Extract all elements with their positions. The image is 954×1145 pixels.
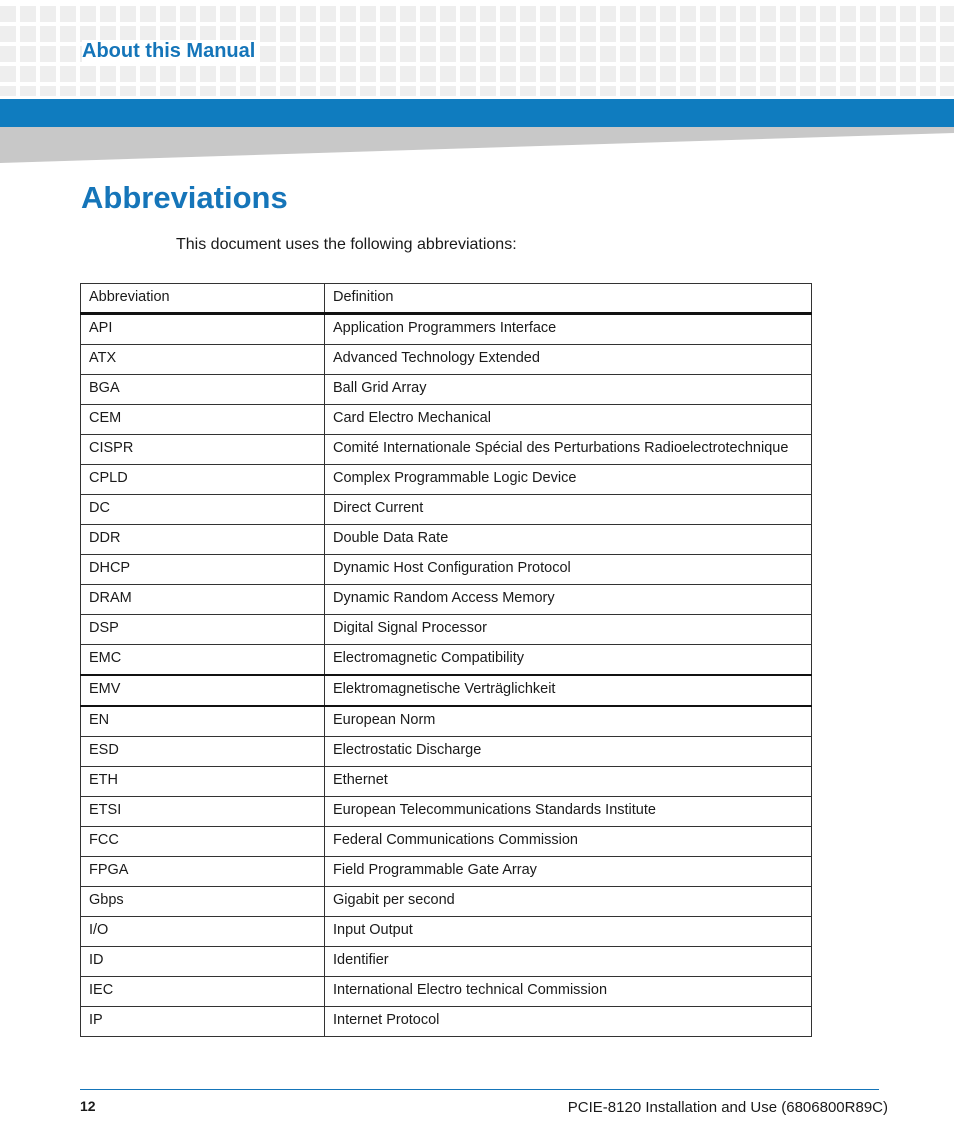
abbreviation-cell: API xyxy=(81,314,325,345)
table-row xyxy=(81,435,812,465)
header-blue-bar xyxy=(0,99,954,127)
definition-cell: Dynamic Random Access Memory xyxy=(325,585,812,615)
definition-cell: Federal Communications Commission xyxy=(325,827,812,857)
table-row xyxy=(81,585,812,615)
abbreviation-cell: DRAM xyxy=(81,585,325,615)
abbreviation-cell: IP xyxy=(81,1007,325,1037)
definition-cell: Card Electro Mechanical xyxy=(325,405,812,435)
definition-cell: Dynamic Host Configuration Protocol xyxy=(325,555,812,585)
definition-cell: Application Programmers Interface xyxy=(325,314,812,345)
abbreviation-cell: DHCP xyxy=(81,555,325,585)
table-row xyxy=(81,797,812,827)
definition-cell: Ethernet xyxy=(325,767,812,797)
abbreviation-cell: CEM xyxy=(81,405,325,435)
definition-cell: Field Programmable Gate Array xyxy=(325,857,812,887)
footer-rule xyxy=(80,1089,879,1090)
page-number: 12 xyxy=(80,1098,96,1114)
abbreviation-cell: EMV xyxy=(81,675,325,706)
table-row xyxy=(81,495,812,525)
abbreviation-cell: Gbps xyxy=(81,887,325,917)
definition-cell: Advanced Technology Extended xyxy=(325,345,812,375)
abbreviation-cell: DSP xyxy=(81,615,325,645)
definition-cell: Direct Current xyxy=(325,495,812,525)
abbreviation-cell: FCC xyxy=(81,827,325,857)
definition-cell: Complex Programmable Logic Device xyxy=(325,465,812,495)
table-row xyxy=(81,737,812,767)
definition-cell: International Electro technical Commission xyxy=(325,977,812,1007)
table-row xyxy=(81,615,812,645)
definition-cell: Electromagnetic Compatibility xyxy=(325,645,812,676)
abbreviation-cell: CPLD xyxy=(81,465,325,495)
abbreviations-table xyxy=(80,283,812,1037)
table-row xyxy=(81,675,812,706)
table-row xyxy=(81,314,812,345)
intro-text: This document uses the following abbreviations: xyxy=(176,236,517,253)
table-row xyxy=(81,947,812,977)
definition-cell: Ball Grid Array xyxy=(325,375,812,405)
table-body xyxy=(81,314,812,1037)
section-header: About this Manual xyxy=(82,40,259,63)
table-row xyxy=(81,857,812,887)
definition-cell: Comité Internationale Spécial des Perturbations Radioelectrotechnique xyxy=(325,435,812,465)
table-row xyxy=(81,375,812,405)
definition-cell: Input Output xyxy=(325,917,812,947)
table-row xyxy=(81,827,812,857)
abbreviation-cell: I/O xyxy=(81,917,325,947)
column-header-abbreviation: Abbreviation xyxy=(81,284,325,314)
table-row xyxy=(81,887,812,917)
table-row xyxy=(81,1007,812,1037)
abbreviation-cell: BGA xyxy=(81,375,325,405)
abbreviation-cell: ATX xyxy=(81,345,325,375)
abbreviation-cell: DC xyxy=(81,495,325,525)
table-row xyxy=(81,525,812,555)
document-title: PCIE-8120 Installation and Use (6806800R89C) xyxy=(567,1099,888,1116)
definition-cell: European Norm xyxy=(325,706,812,737)
abbreviation-cell: ETH xyxy=(81,767,325,797)
header-grey-wedge xyxy=(0,127,954,163)
page-title: Abbreviations xyxy=(81,180,288,215)
table-row xyxy=(81,977,812,1007)
definition-cell: Double Data Rate xyxy=(325,525,812,555)
abbreviation-cell: CISPR xyxy=(81,435,325,465)
abbreviation-cell: IEC xyxy=(81,977,325,1007)
abbreviation-cell: ESD xyxy=(81,737,325,767)
abbreviation-cell: ETSI xyxy=(81,797,325,827)
table-row xyxy=(81,405,812,435)
abbreviation-cell: ID xyxy=(81,947,325,977)
table-row xyxy=(81,555,812,585)
definition-cell: European Telecommunications Standards Institute xyxy=(325,797,812,827)
definition-cell: Digital Signal Processor xyxy=(325,615,812,645)
column-header-definition: Definition xyxy=(325,284,812,314)
definition-cell: Elektromagnetische Verträglichkeit xyxy=(325,675,812,706)
table-header-row xyxy=(81,284,812,314)
abbreviation-cell: EMC xyxy=(81,645,325,676)
abbreviation-cell: EN xyxy=(81,706,325,737)
definition-cell: Electrostatic Discharge xyxy=(325,737,812,767)
table-row xyxy=(81,767,812,797)
definition-cell: Gigabit per second xyxy=(325,887,812,917)
abbreviation-cell: DDR xyxy=(81,525,325,555)
table-row xyxy=(81,345,812,375)
abbreviation-cell: FPGA xyxy=(81,857,325,887)
table-row xyxy=(81,917,812,947)
definition-cell: Identifier xyxy=(325,947,812,977)
table-row xyxy=(81,465,812,495)
table-row xyxy=(81,706,812,737)
definition-cell: Internet Protocol xyxy=(325,1007,812,1037)
table-row xyxy=(81,645,812,676)
